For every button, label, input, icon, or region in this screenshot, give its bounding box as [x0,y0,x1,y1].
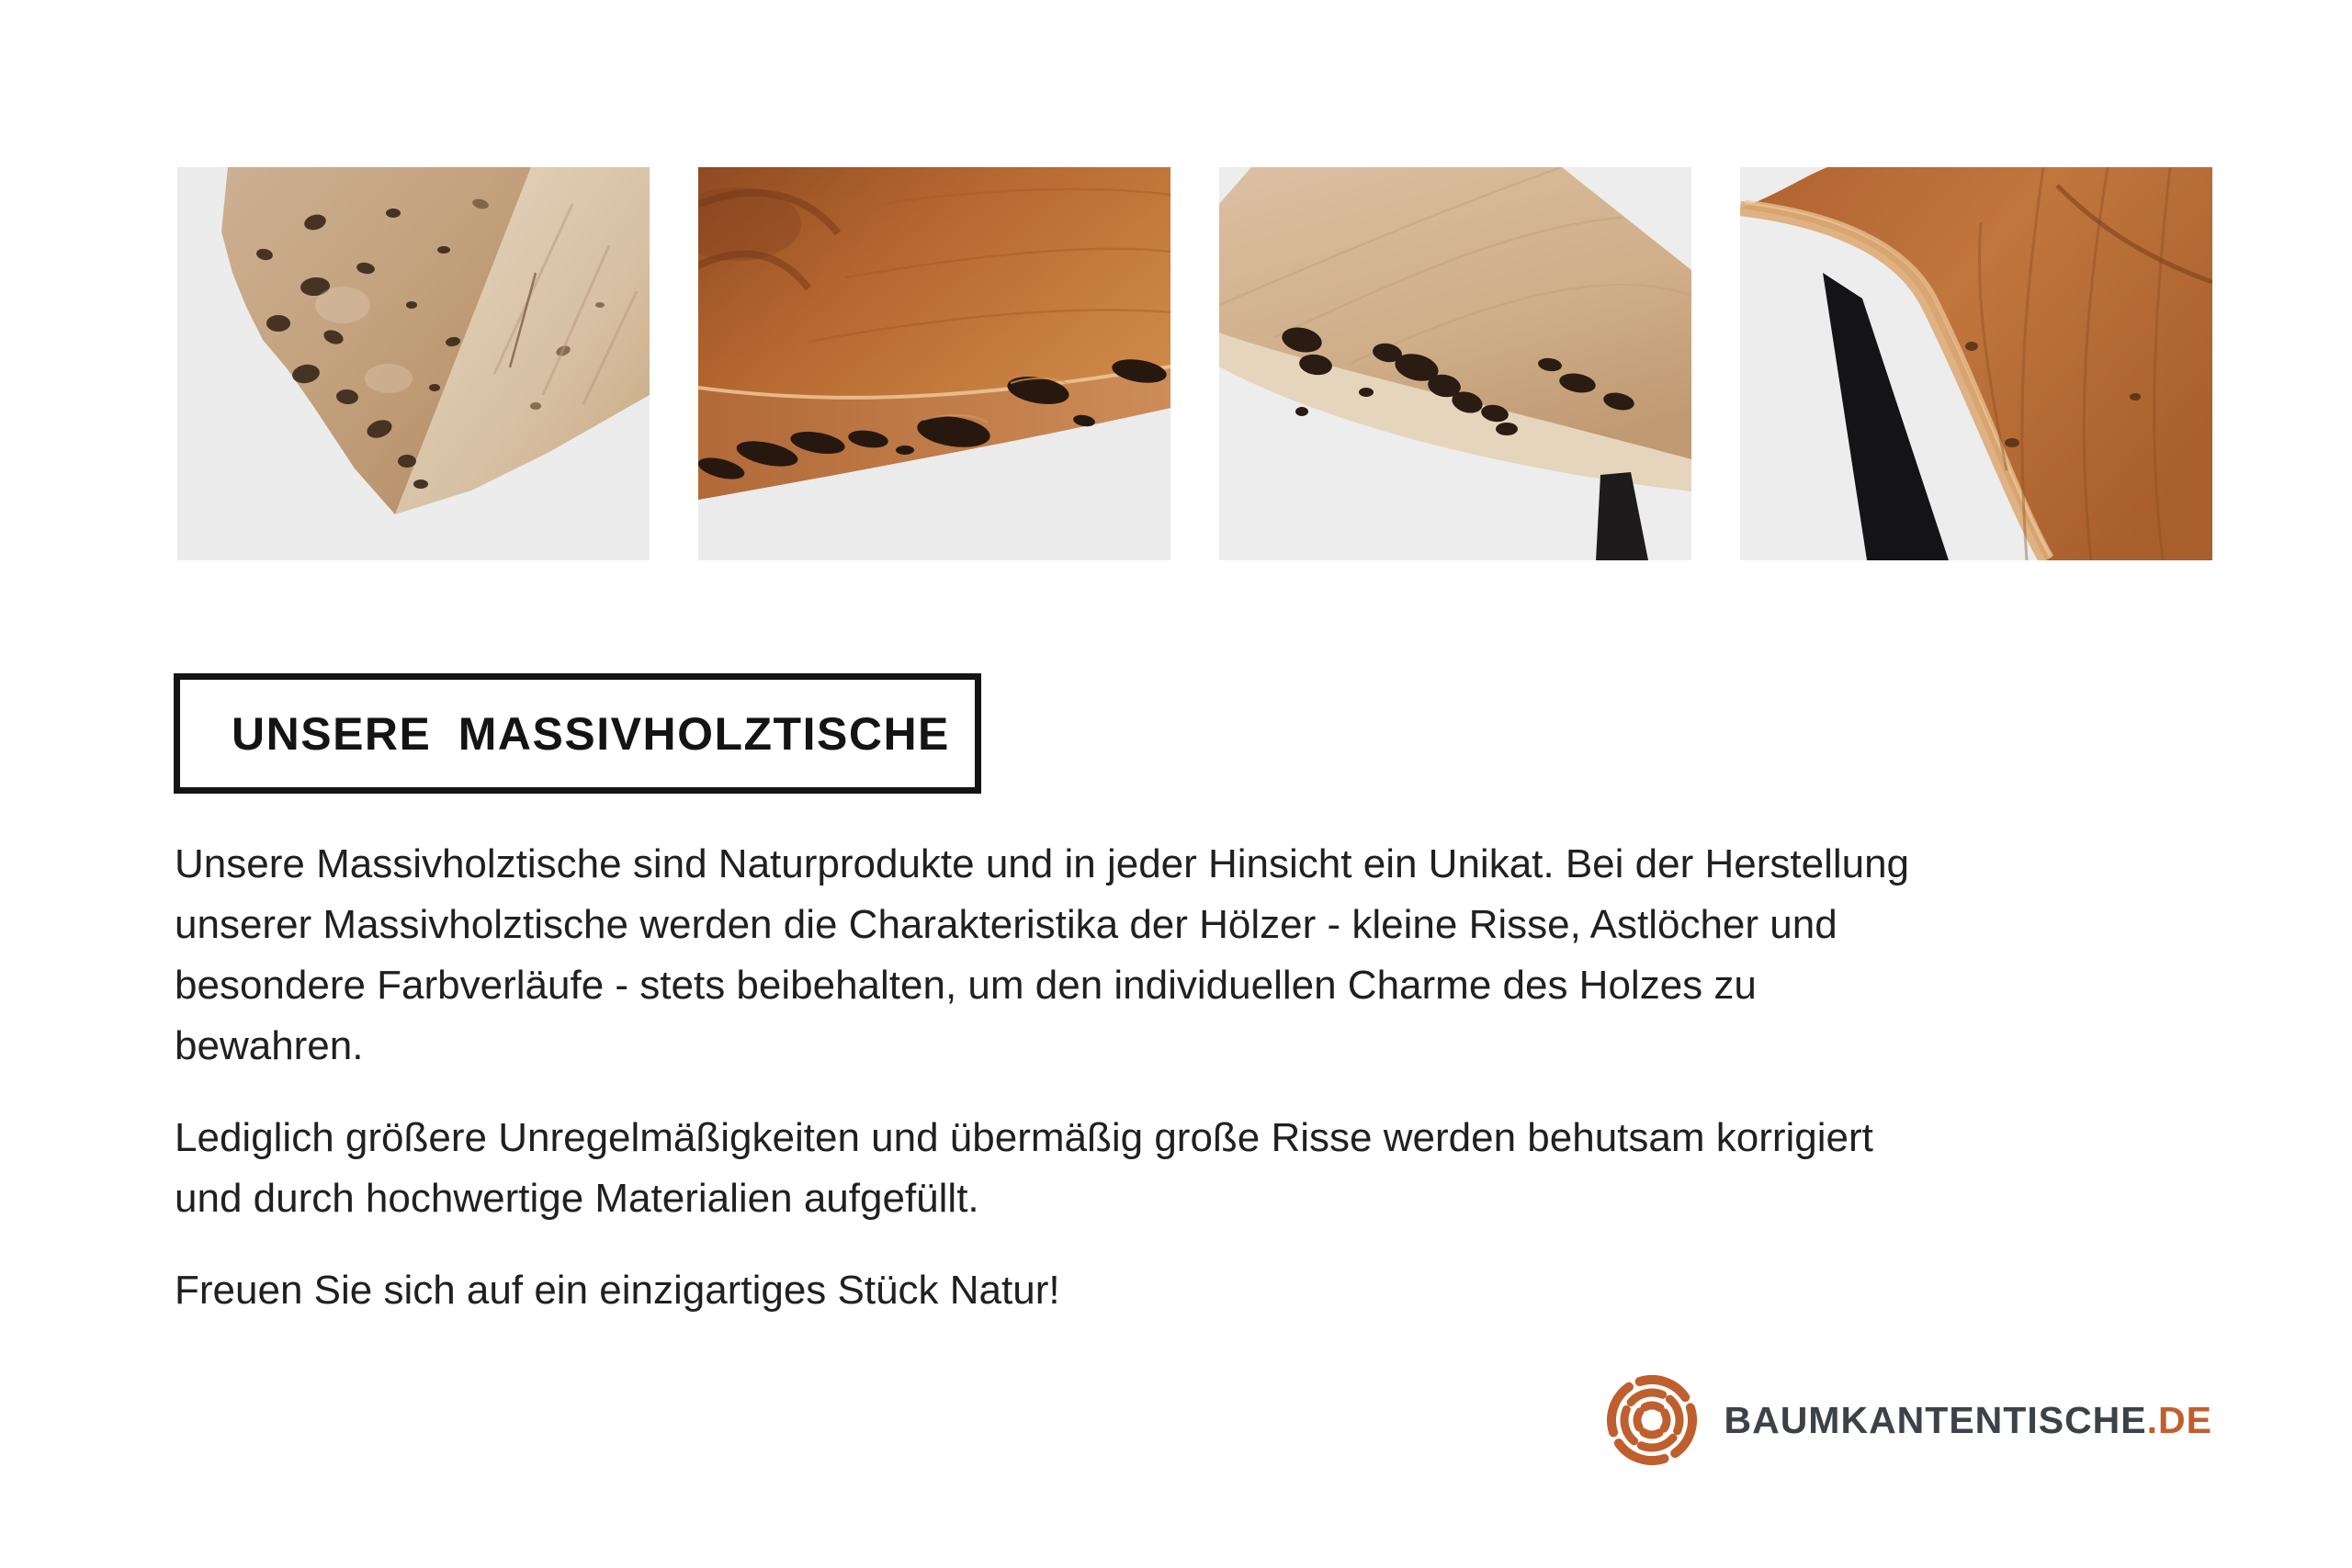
acacia-top-image [698,167,1170,560]
section-heading-box [174,673,981,794]
paragraph-intro [175,834,2104,1077]
live-edge-front-image [1219,167,1691,560]
photo-acacia-top-live-edge [698,167,1170,560]
text-line: Lediglich größere Unregelmäßigkeiten und übermäßig große Risse werden behutsam korrigiert [175,1115,1873,1160]
photo-pale-live-edge-corner [177,167,650,560]
brand-tld: .DE [2146,1398,2212,1441]
text-line: Freuen Sie sich auf ein einzigartiges Stück Natur! [175,1268,1060,1313]
text-line: und durch hochwertige Materialien aufgefüllt. [175,1176,979,1221]
text-line: bewahren. [175,1023,364,1068]
brand-logo [1604,1372,2212,1468]
brand-wordmark [1724,1399,2212,1442]
section-heading: UNSERE MASSIVHOLZTISCHE [232,707,950,760]
pale-wood-corner-image [177,167,650,560]
paragraph-corrections [175,1108,2104,1229]
brand-name: BAUMKANTENTISCHE [1724,1398,2147,1441]
photo-gallery [177,167,2212,560]
text-line: unserer Massivholztische werden die Charakteristika der Hölzer - kleine Risse, Astlöcher und [175,902,1838,947]
tree-rings-icon [1604,1372,1700,1468]
text-line: Unsere Massivholztische sind Naturprodukte und in jeder Hinsicht ein Unikat. Bei der Herstellung [175,841,1910,886]
body-copy [175,834,2104,1352]
table-corner-leg-image [1740,167,2212,560]
text-line: besondere Farbverläufe - stets beibehalten, um den individuellen Charme des Holzes zu [175,963,1757,1008]
photo-corner-black-leg [1740,167,2212,560]
photo-live-edge-front-leg [1219,167,1691,560]
paragraph-closing [175,1260,2104,1321]
